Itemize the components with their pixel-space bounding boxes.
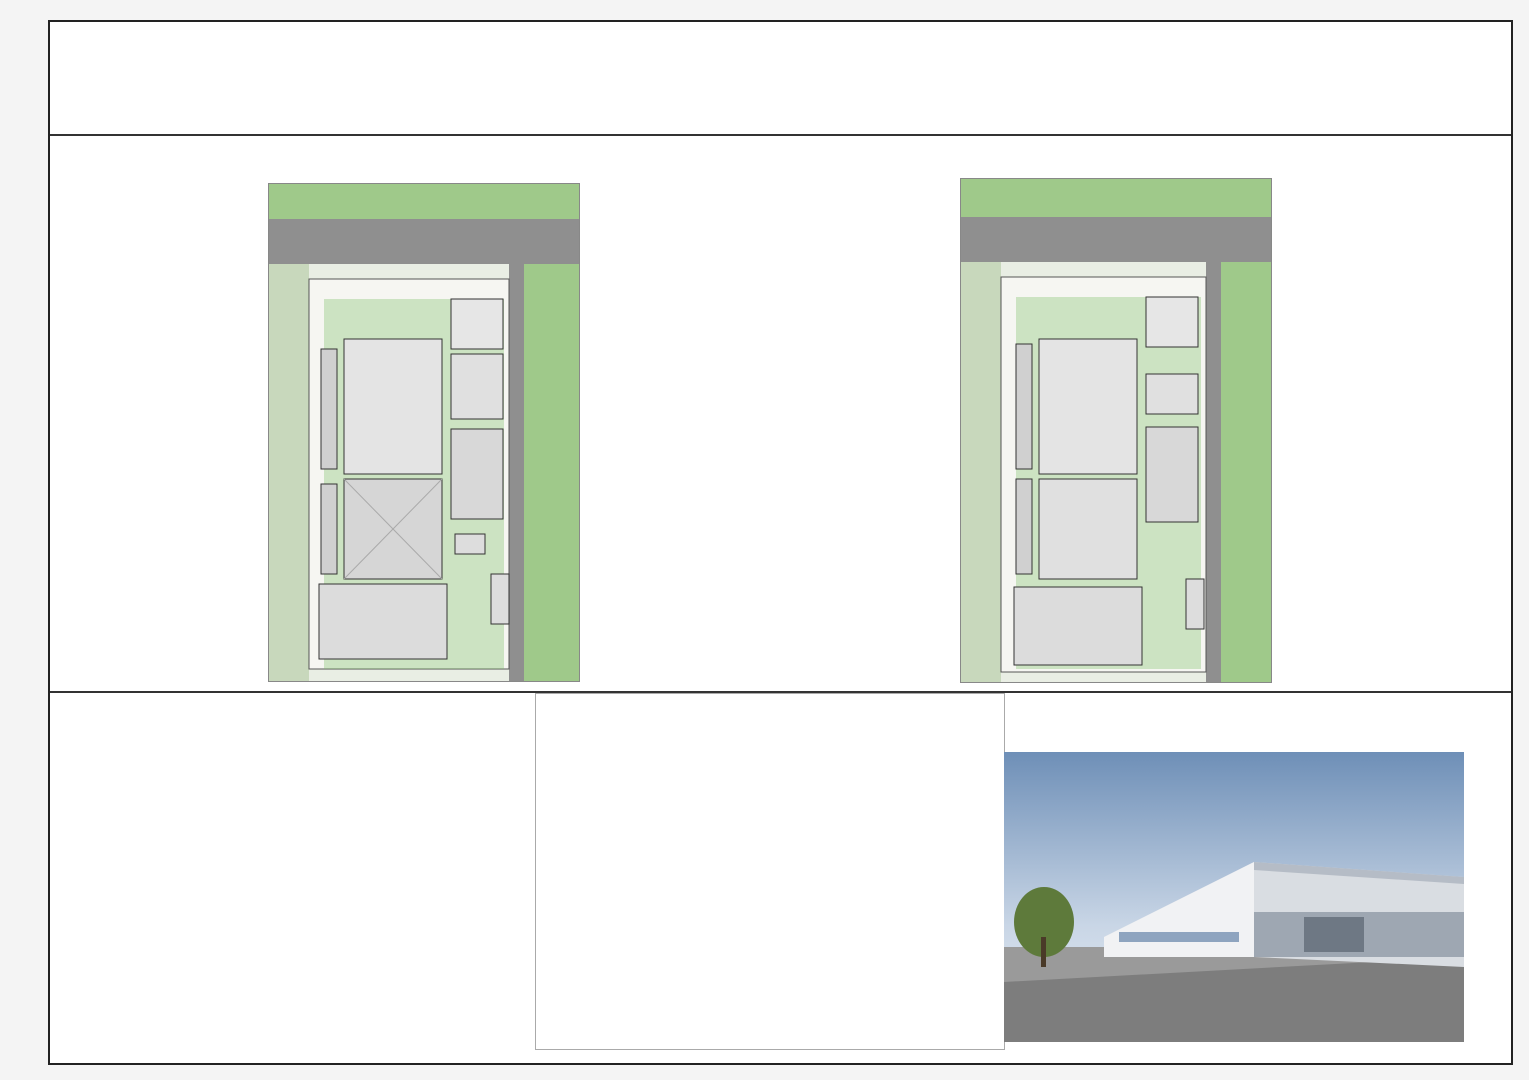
title-divider (50, 134, 1511, 136)
notice-text (88, 745, 528, 748)
indicator-table-panel (535, 693, 1005, 1050)
aerial-rendering (1004, 752, 1464, 1042)
after-site-plan (960, 178, 1272, 683)
before-site-plan (268, 183, 580, 682)
